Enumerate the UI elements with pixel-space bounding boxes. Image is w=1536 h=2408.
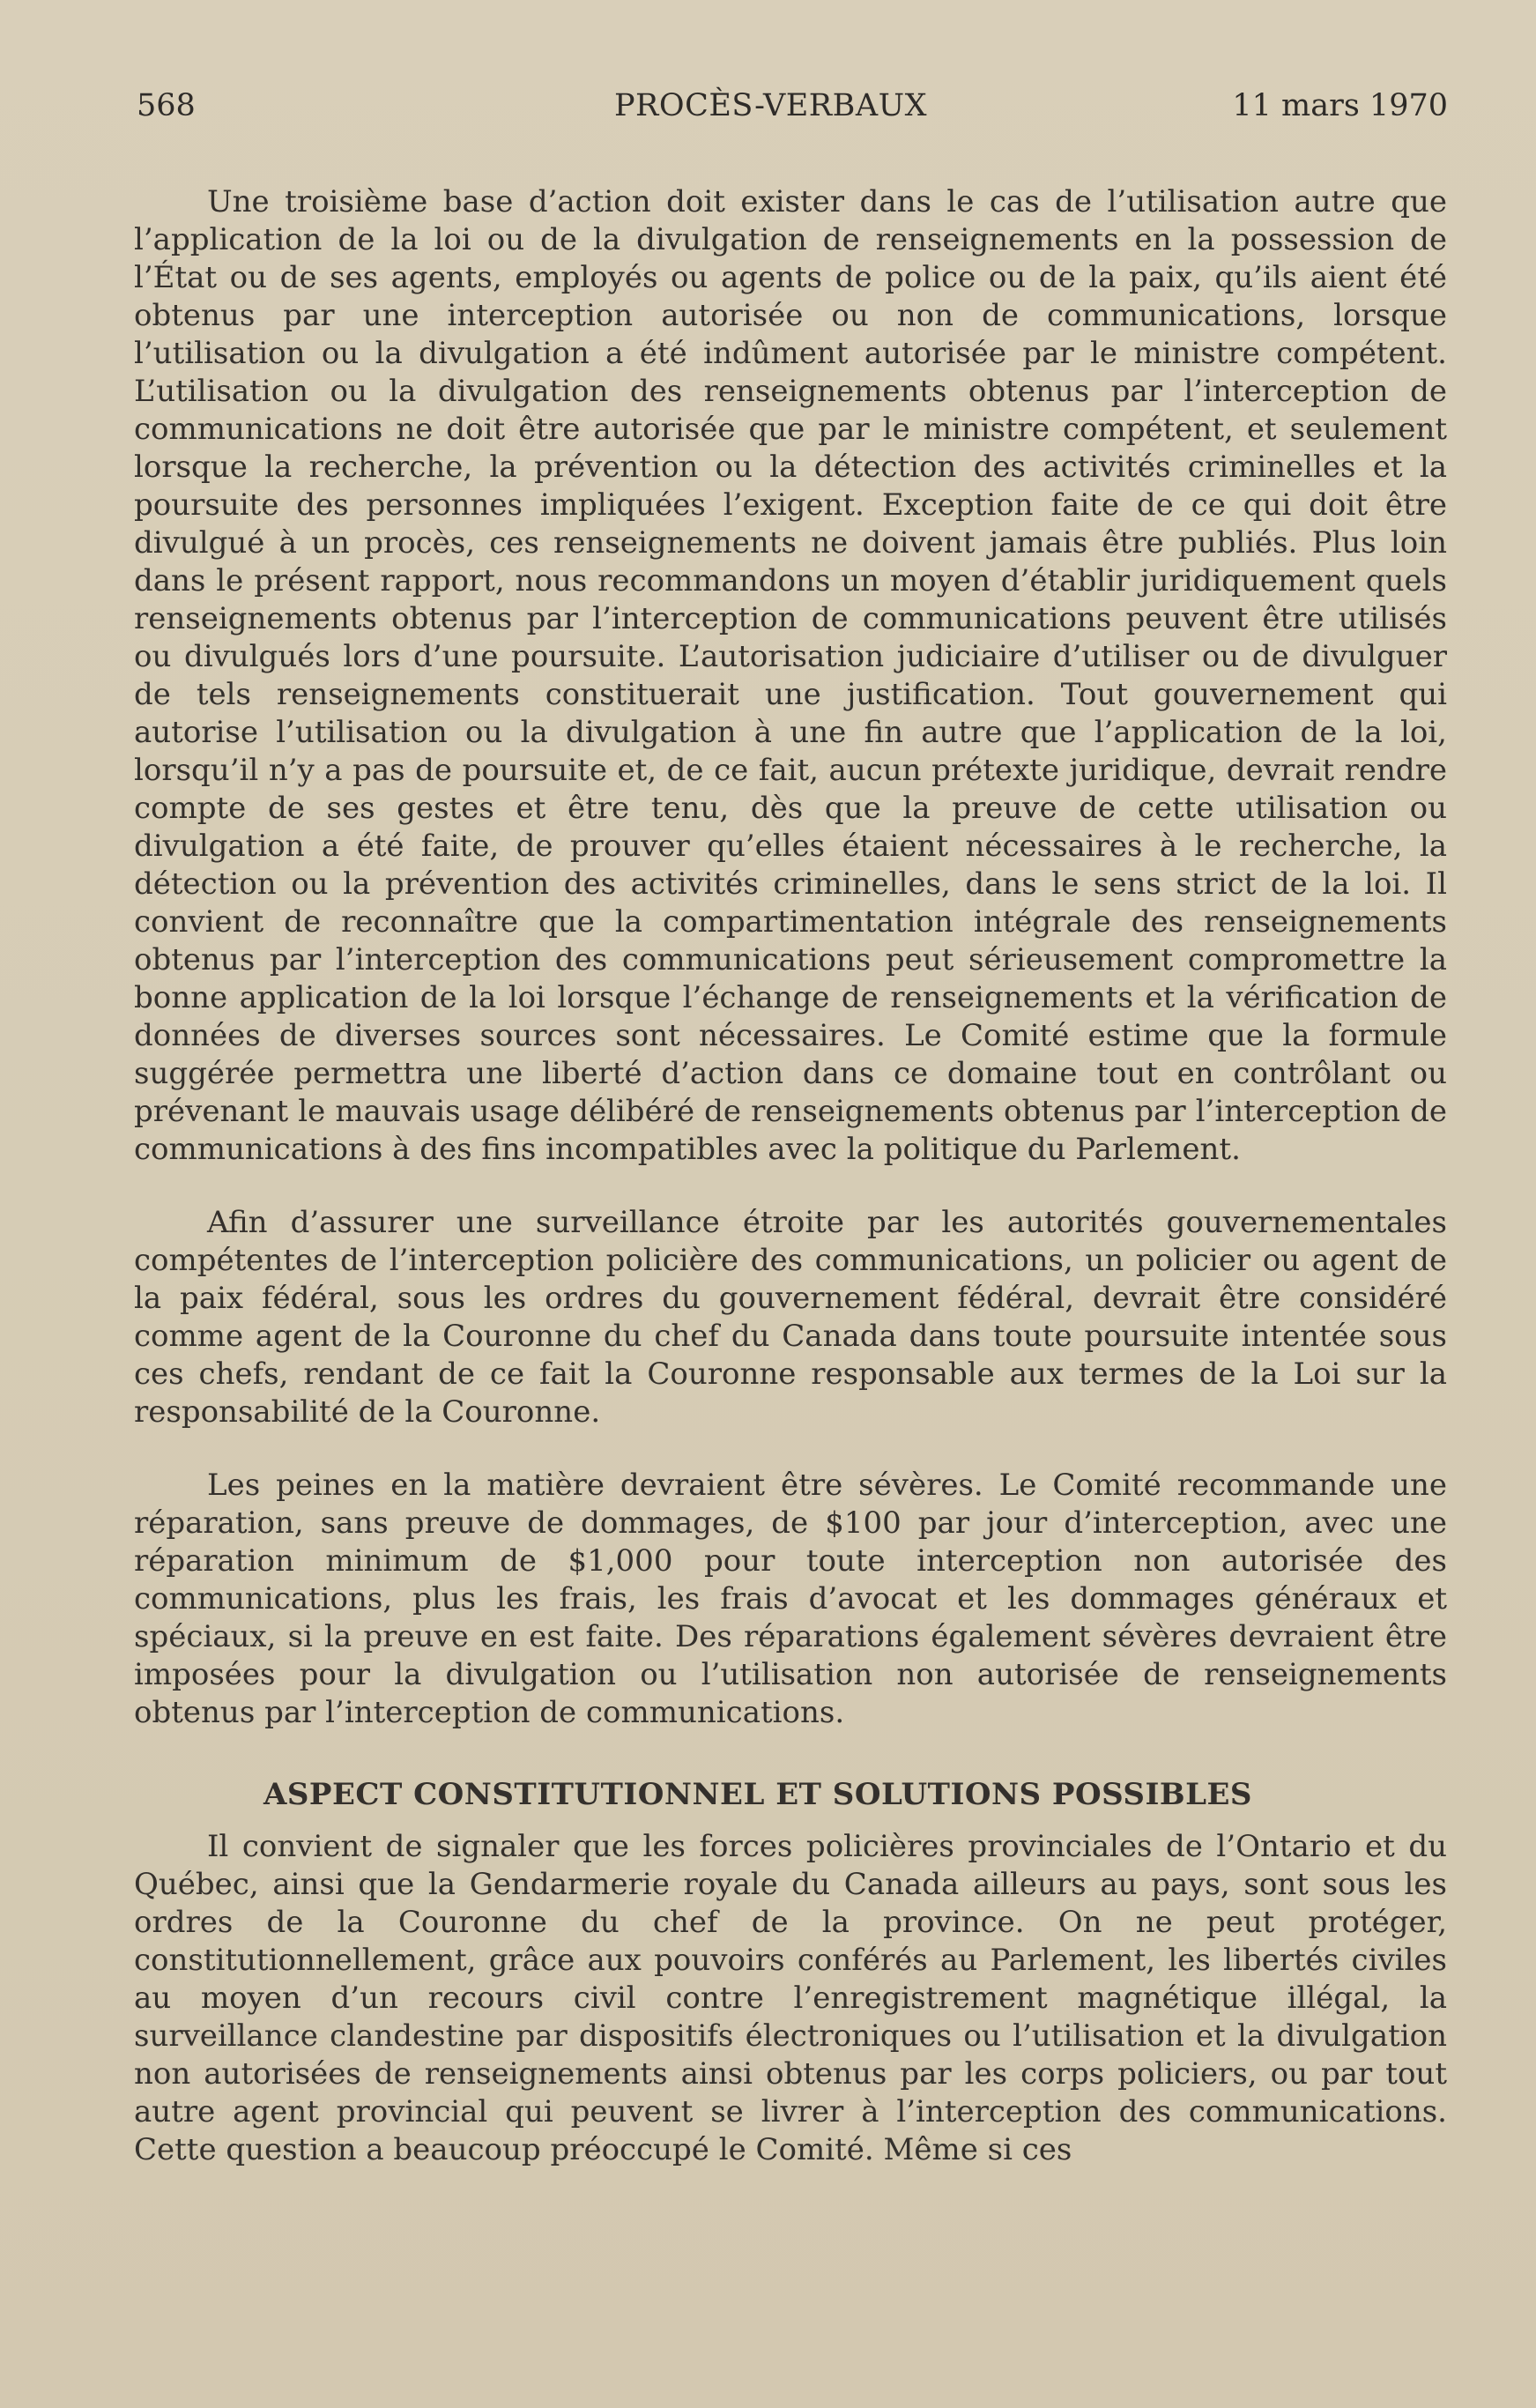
paragraph-penalties: Les peines en la matière devraient être sévères. Le Comité recommande une réparation, sans preuve de dommages, de $100 par jour d’interception, avec une réparation minimum de $1,000 pour toute interception non autorisée des communications, plus les frais, les frais d’avocat et les dommages généraux et spéciaux, si la preuve en est faite. Des réparations également sévères devraient être imposées pour la divulgation ou l’utilisation non autorisée de renseignements obtenus par l’interception de communications.	[134, 1468, 1447, 1730]
page-header	[137, 88, 1448, 141]
page-number: 568	[137, 88, 196, 123]
paragraph-constitutional: Il convient de signaler que les forces policières provinciales de l’Ontario et du Québec, ainsi que la Gendarmerie royale du Canada ailleurs au pays, sont sous les ordres de la Couronne du chef de la province. On ne peut protéger, constitutionnellement, grâce aux pouvoirs conférés au Parlement, les libertés civiles au moyen d’un recours civil contre l’enregistrement magnétique illégal, la surveillance clandestine par dispositifs électroniques ou l’utilisation et la divulgation non autorisées de renseignements ainsi obtenus par les corps policiers, ou par tout autre agent provincial qui peuvent se livrer à l’interception des communications. Cette question a beaucoup préoccupé le Comité. Même si ces	[134, 1829, 1447, 2167]
paragraph-crown-agent: Afin d’assurer une surveillance étroite par les autorités gouvernementales compétentes de l’interception policière des communications, un policier ou agent de la paix fédéral, sous les ordres du gouvernement fédéral, devrait être considéré comme agent de la Couronne du chef du Canada dans toute poursuite intentée sous ces chefs, rendant de ce fait la Couronne responsable aux termes de la Loi sur la responsabilité de la Couronne.	[134, 1205, 1447, 1430]
paragraph-usage-disclosure: Une troisième base d’action doit exister dans le cas de l’utilisation autre que l’application de la loi ou de la divulgation de renseignements en la possession de l’État ou de ses agents, employés ou agents de police ou de la paix, qu’ils aient été obtenus par une interception autorisée ou non de communications, lorsque l’utilisation ou la divulgation a été indûment autorisée par le ministre compétent. L’utilisation ou la divulgation des renseignements obtenus par l’interception de communications ne doit être autorisée que par le ministre compétent, et seulement lorsque la recherche, la prévention ou la détection des activités criminelles et la poursuite des personnes impliquées l’exigent. Exception faite de ce qui doit être divulgué à un procès, ces renseignements ne doivent jamais être publiés. Plus loin dans le présent rapport, nous recommandons un moyen d’établir juridiquement quels renseignements obtenus par l’interception de communications peuvent être utilisés ou divulgués lors d’une poursuite. L’autorisation judiciaire d’utiliser ou de divulguer de tels renseignements constituerait une justification. Tout gouvernement qui autorise l’utilisation ou la divulgation à une fin autre que l’application de la loi, lorsqu’il n’y a pas de poursuite et, de ce fait, aucun prétexte juridique, devrait rendre compte de ses gestes et être tenu, dès que la preuve de cette utilisation ou divulgation a été faite, de prouver qu’elles étaient nécessaires à le recherche, la détection ou la prévention des activités criminelles, dans le sens strict de la loi. Il convient de reconnaître que la compartimentation intégrale des renseignements obtenus par l’interception des communications peut sérieusement compromettre la bonne application de la loi lorsque l’échange de renseignements et la vérification de données de diverses sources sont nécessaires. Le Comité estime que la formule suggérée permettra une liberté d’action dans ce domaine tout en contrôlant ou prévenant le mauvais usage délibéré de renseignements obtenus par l’interception de communications à des fins incompatibles avec la politique du Parlement.	[134, 184, 1447, 1167]
header-date: 11 mars 1970	[1232, 88, 1448, 123]
running-title: PROCÈS-VERBAUX	[614, 88, 928, 123]
section-heading: ASPECT CONSTITUTIONNEL ET SOLUTIONS POSSIBLES	[263, 1777, 1252, 1812]
body-text	[134, 183, 1447, 2169]
